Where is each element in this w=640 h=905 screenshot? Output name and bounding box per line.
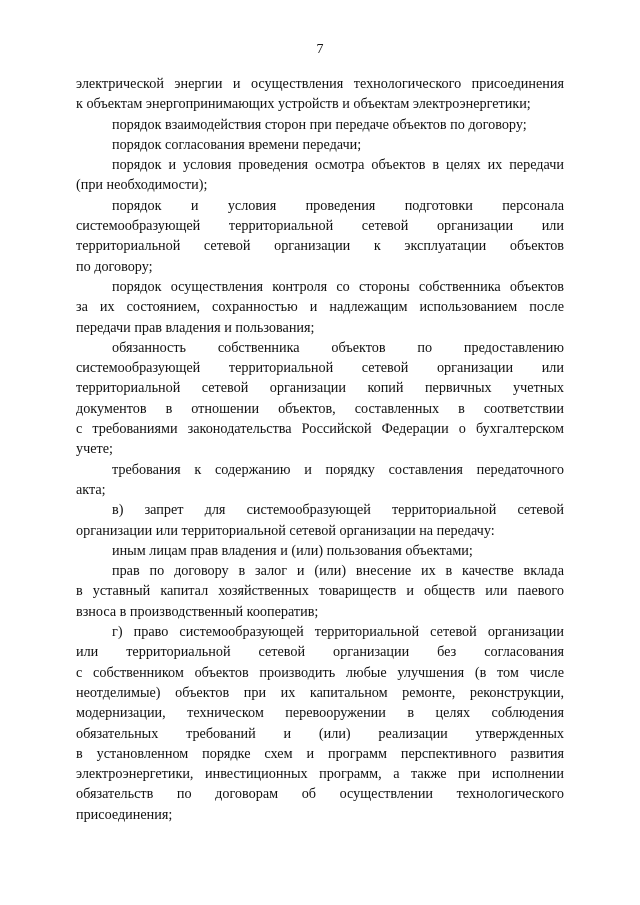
text-line: порядок и условия проведения подготовки персонала [112, 197, 564, 214]
text-line: организации или территориальной сетевой организации на передачу: [76, 522, 495, 539]
text-line: в уставный капитал хозяйственных товариществ и обществ или паевого [76, 583, 564, 600]
text-line: с собственником объектов производить любые улучшения (в том числе [76, 664, 564, 681]
text-line: порядок взаимодействия сторон при передаче объектов по договору; [112, 116, 527, 133]
text-line: учете; [76, 441, 113, 458]
document-body [76, 74, 564, 825]
text-line: или территориальной сетевой организации без согласования [76, 644, 564, 661]
text-line: с требованиями законодательства Российской Федерации о бухгалтерском [76, 421, 564, 438]
text-line: прав по договору в залог и (или) внесение их в качестве вклада [112, 563, 564, 580]
text-line: порядок и условия проведения осмотра объектов в целях их передачи [112, 157, 564, 174]
text-line: иным лицам прав владения и (или) пользования объектами; [112, 542, 473, 559]
page-number: 7 [316, 42, 324, 57]
text-line: обязанность собственника объектов по предоставлению [112, 339, 564, 356]
text-line: территориальной сетевой организации к эксплуатации объектов [76, 238, 564, 255]
text-line: требования к содержанию и порядку составления передаточного [112, 461, 564, 478]
text-line: обязательных требований и (или) реализации утвержденных [76, 725, 564, 742]
text-line: порядок осуществления контроля со стороны собственника объектов [112, 278, 564, 295]
text-line: территориальной сетевой организации копий первичных учетных [76, 380, 564, 397]
text-line: присоединения; [76, 806, 173, 823]
text-line: электрической энергии и осуществления технологического присоединения [76, 76, 564, 92]
text-line: системообразующей территориальной сетевой организации или [76, 218, 564, 235]
text-line: порядок согласования времени передачи; [112, 136, 362, 153]
text-line: в установленном порядке схем и программ перспективного развития [76, 745, 564, 762]
text-line: к объектам энергопринимающих устройств и объектам электроэнергетики; [76, 96, 531, 113]
text-line: документов в отношении объектов, составленных в соответствии [76, 400, 564, 417]
text-line: в) запрет для системообразующей территориальной сетевой [112, 502, 564, 519]
text-line: за их состоянием, сохранностью и надлежащим использованием после [76, 299, 564, 316]
text-line: акта; [76, 481, 106, 498]
text-line: (при необходимости); [76, 177, 208, 194]
text-line: по договору; [76, 258, 153, 275]
text-line: неотделимые) объектов при их капитальном ремонте, реконструкции, [76, 684, 564, 701]
text-line: модернизации, техническом перевооружении в целях соблюдения [76, 705, 564, 722]
text-line: обязательств по договорам об осуществлении технологического [76, 786, 564, 803]
text-line: взноса в производственный кооператив; [76, 603, 319, 620]
text-line: системообразующей территориальной сетевой организации или [76, 360, 564, 377]
text-line: передачи прав владения и пользования; [76, 319, 315, 336]
text-line: г) право системообразующей территориальной сетевой организации [112, 624, 564, 641]
text-line: электроэнергетики, инвестиционных программ, а также при исполнении [76, 766, 564, 783]
